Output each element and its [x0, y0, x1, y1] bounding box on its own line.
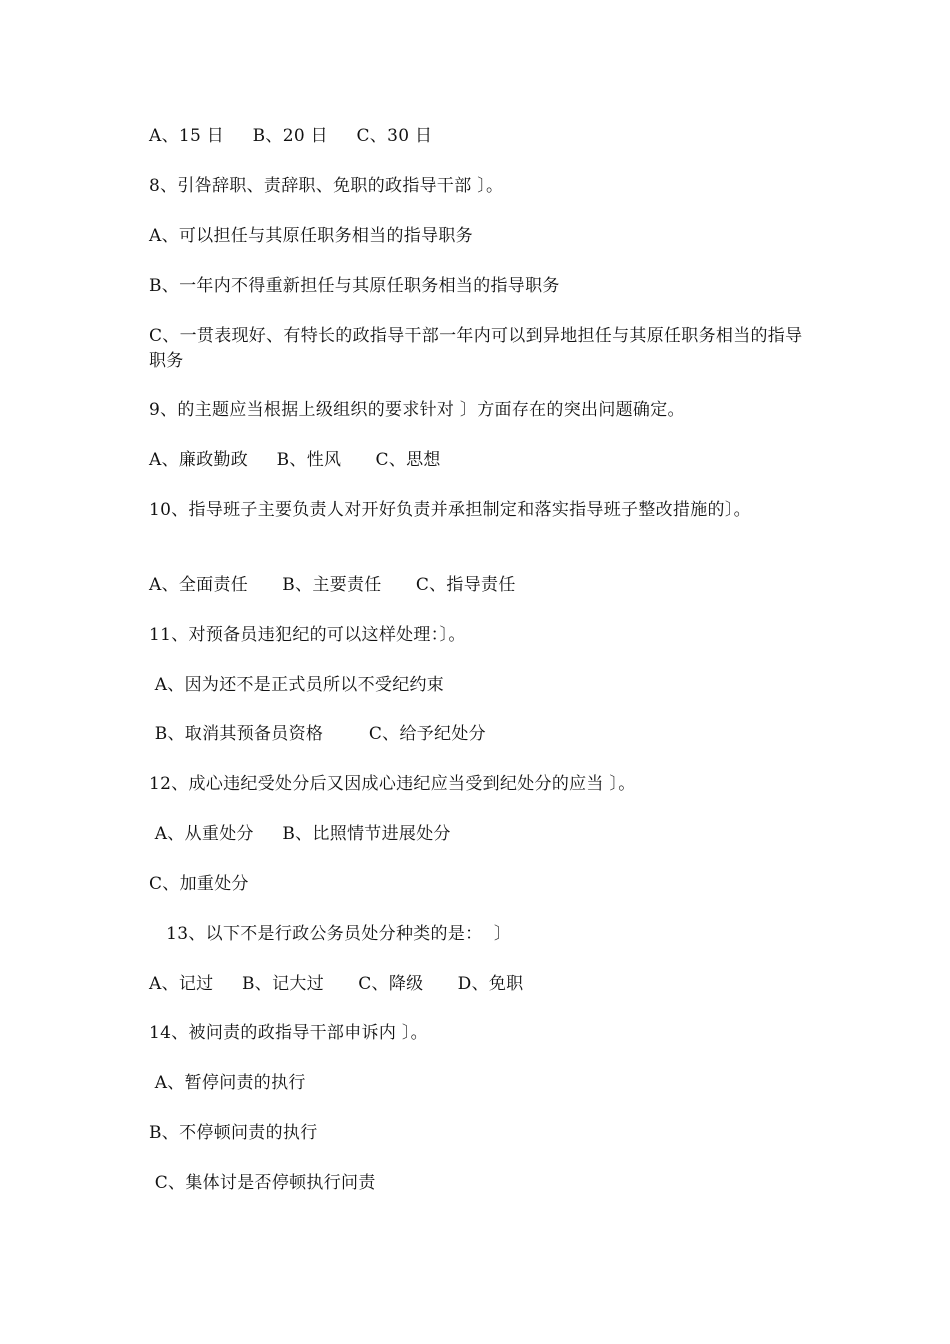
q10-question: 10、指导班子主要负责人对开好负责并承担制定和落实指导班子整改措施的〕。 [149, 500, 751, 520]
q8-option-b: B、一年内不得重新担任与其原任职务相当的指导职务 [149, 276, 560, 296]
q12-option-c: C、加重处分 [149, 874, 249, 894]
q8-option-c: C、一贯表现好、有特长的政指导干部一年内可以到异地担任与其原任职务相当的指导职务 [149, 326, 803, 371]
q13-options: A、记过 B、记大过 C、降级 D、免职 [149, 974, 524, 994]
q12-question: 12、成心违纪受处分后又因成心违纪应当受到纪处分的应当 〕。 [149, 774, 636, 794]
q7-options: A、15 日 B、20 日 C、30 日 [149, 126, 433, 146]
q8-question: 8、引咎辞职、责辞职、免职的政指导干部 〕。 [149, 176, 504, 196]
q9-options: A、廉政勤政 B、性风 C、思想 [149, 450, 441, 470]
q11-option-a: A、因为还不是正式员所以不受纪约束 [149, 675, 445, 695]
q9-question: 9、的主题应当根据上级组织的要求针对 〕方面存在的突出问题确定。 [149, 400, 685, 420]
q14-question: 14、被问责的政指导干部申诉内 〕。 [149, 1023, 428, 1043]
q11-question: 11、对预备员违犯纪的可以这样处理：〕。 [149, 625, 466, 645]
q14-option-b: B、不停顿问责的执行 [149, 1123, 318, 1143]
q14-option-a: A、暂停问责的执行 [149, 1073, 306, 1093]
q12-option-ab: A、从重处分 B、比照情节进展处分 [149, 824, 451, 844]
q10-options: A、全面责任 B、主要责任 C、指导责任 [149, 575, 516, 595]
q13-question: 13、以下不是行政公务员处分种类的是： 〕 [149, 924, 512, 944]
q11-option-bc: B、取消其预备员资格 C、给予纪处分 [149, 724, 486, 744]
q14-option-c: C、集体讨是否停顿执行问责 [149, 1173, 376, 1193]
q8-option-a: A、可以担任与其原任职务相当的指导职务 [149, 226, 473, 246]
